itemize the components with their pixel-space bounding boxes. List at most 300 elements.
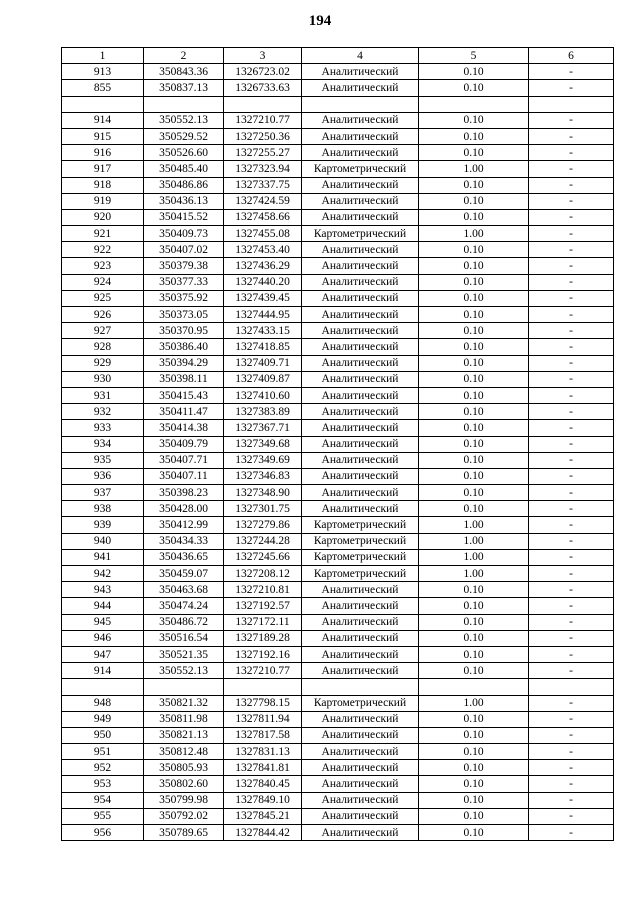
method-cell: Аналитический xyxy=(302,744,419,760)
page-number: 194 xyxy=(308,13,332,29)
y-coordinate-cell: 1327367.71 xyxy=(224,420,302,436)
x-coordinate-cell: 350412.99 xyxy=(144,517,224,533)
table-row xyxy=(62,436,614,452)
accuracy-cell: 0.10 xyxy=(419,711,529,727)
point-number-cell: 948 xyxy=(62,695,144,711)
x-coordinate-cell: 350379.38 xyxy=(144,258,224,274)
table-row xyxy=(62,290,614,306)
y-coordinate-cell: 1327192.16 xyxy=(224,646,302,662)
table-row xyxy=(62,825,614,841)
note-cell: - xyxy=(529,598,614,614)
table-row xyxy=(62,808,614,824)
method-cell: Аналитический xyxy=(302,242,419,258)
y-coordinate-cell: 1327433.15 xyxy=(224,323,302,339)
method-cell: Аналитический xyxy=(302,646,419,662)
y-coordinate-cell: 1327210.77 xyxy=(224,663,302,679)
y-coordinate-cell: 1327383.89 xyxy=(224,404,302,420)
note-cell: - xyxy=(529,177,614,193)
accuracy-cell: 0.10 xyxy=(419,420,529,436)
method-cell: Картометрический xyxy=(302,533,419,549)
point-number-cell: 949 xyxy=(62,711,144,727)
accuracy-cell: 0.10 xyxy=(419,209,529,225)
note-cell: - xyxy=(529,274,614,290)
method-cell: Аналитический xyxy=(302,209,419,225)
x-coordinate-cell: 350407.11 xyxy=(144,468,224,484)
accuracy-cell: 0.10 xyxy=(419,646,529,662)
x-coordinate-cell: 350802.60 xyxy=(144,776,224,792)
y-coordinate-cell: 1327349.69 xyxy=(224,452,302,468)
y-coordinate-cell: 1327210.81 xyxy=(224,582,302,598)
note-cell: - xyxy=(529,695,614,711)
point-number-cell: 921 xyxy=(62,226,144,242)
point-number-cell: 919 xyxy=(62,193,144,209)
accuracy-cell: 1.00 xyxy=(419,533,529,549)
table-header-row xyxy=(62,48,614,64)
accuracy-cell: 0.10 xyxy=(419,663,529,679)
note-cell: - xyxy=(529,825,614,841)
method-cell: Аналитический xyxy=(302,80,419,96)
y-coordinate-cell: 1327841.81 xyxy=(224,760,302,776)
accuracy-cell: 0.10 xyxy=(419,112,529,128)
point-number-cell: 954 xyxy=(62,792,144,808)
y-coordinate-cell: 1327245.66 xyxy=(224,549,302,565)
y-coordinate-cell: 1327439.45 xyxy=(224,290,302,306)
table-row xyxy=(62,452,614,468)
note-cell: - xyxy=(529,614,614,630)
y-coordinate-cell: 1327255.27 xyxy=(224,145,302,161)
x-coordinate-cell: 350436.65 xyxy=(144,549,224,565)
accuracy-cell: 0.10 xyxy=(419,242,529,258)
x-coordinate-cell: 350386.40 xyxy=(144,339,224,355)
accuracy-cell: 0.10 xyxy=(419,727,529,743)
x-coordinate-cell: 350486.86 xyxy=(144,177,224,193)
note-cell: - xyxy=(529,663,614,679)
note-cell: - xyxy=(529,145,614,161)
y-coordinate-cell: 1327811.94 xyxy=(224,711,302,727)
y-coordinate-cell: 1327440.20 xyxy=(224,274,302,290)
method-cell: Аналитический xyxy=(302,323,419,339)
point-number-cell: 927 xyxy=(62,323,144,339)
note-cell: - xyxy=(529,128,614,144)
method-cell: Аналитический xyxy=(302,420,419,436)
y-coordinate-cell: 1327840.45 xyxy=(224,776,302,792)
method-cell: Аналитический xyxy=(302,792,419,808)
point-number-cell: 935 xyxy=(62,452,144,468)
method-cell: Аналитический xyxy=(302,614,419,630)
table-row xyxy=(62,258,614,274)
point-number-cell: 942 xyxy=(62,566,144,582)
accuracy-cell: 1.00 xyxy=(419,517,529,533)
note-cell: - xyxy=(529,161,614,177)
header-col-3: 3 xyxy=(224,48,302,64)
method-cell: Аналитический xyxy=(302,177,419,193)
point-number-cell: 915 xyxy=(62,128,144,144)
x-coordinate-cell: 350415.52 xyxy=(144,209,224,225)
table-row xyxy=(62,630,614,646)
table-row xyxy=(62,64,614,80)
accuracy-cell: 0.10 xyxy=(419,760,529,776)
y-coordinate-cell: 1327418.85 xyxy=(224,339,302,355)
point-number-cell: 955 xyxy=(62,808,144,824)
method-cell: Аналитический xyxy=(302,727,419,743)
table-row xyxy=(62,776,614,792)
empty-cell xyxy=(144,96,224,112)
y-coordinate-cell: 1327817.58 xyxy=(224,727,302,743)
point-number-cell: 951 xyxy=(62,744,144,760)
x-coordinate-cell: 350486.72 xyxy=(144,614,224,630)
note-cell: - xyxy=(529,808,614,824)
method-cell: Аналитический xyxy=(302,112,419,128)
x-coordinate-cell: 350552.13 xyxy=(144,112,224,128)
note-cell: - xyxy=(529,711,614,727)
point-number-cell: 925 xyxy=(62,290,144,306)
point-number-cell: 914 xyxy=(62,112,144,128)
header-col-4: 4 xyxy=(302,48,419,64)
accuracy-cell: 0.10 xyxy=(419,193,529,209)
x-coordinate-cell: 350394.29 xyxy=(144,355,224,371)
accuracy-cell: 0.10 xyxy=(419,744,529,760)
point-number-cell: 922 xyxy=(62,242,144,258)
point-number-cell: 923 xyxy=(62,258,144,274)
accuracy-cell: 1.00 xyxy=(419,566,529,582)
point-number-cell: 953 xyxy=(62,776,144,792)
point-number-cell: 939 xyxy=(62,517,144,533)
point-number-cell: 943 xyxy=(62,582,144,598)
method-cell: Аналитический xyxy=(302,128,419,144)
table-row xyxy=(62,792,614,808)
accuracy-cell: 0.10 xyxy=(419,808,529,824)
x-coordinate-cell: 350811.98 xyxy=(144,711,224,727)
x-coordinate-cell: 350821.13 xyxy=(144,727,224,743)
note-cell: - xyxy=(529,64,614,80)
point-number-cell: 941 xyxy=(62,549,144,565)
x-coordinate-cell: 350485.40 xyxy=(144,161,224,177)
note-cell: - xyxy=(529,760,614,776)
accuracy-cell: 0.10 xyxy=(419,485,529,501)
accuracy-cell: 0.10 xyxy=(419,177,529,193)
accuracy-cell: 0.10 xyxy=(419,630,529,646)
y-coordinate-cell: 1327348.90 xyxy=(224,485,302,501)
note-cell: - xyxy=(529,566,614,582)
table-row xyxy=(62,226,614,242)
table-row xyxy=(62,549,614,565)
method-cell: Аналитический xyxy=(302,711,419,727)
y-coordinate-cell: 1327453.40 xyxy=(224,242,302,258)
x-coordinate-cell: 350529.52 xyxy=(144,128,224,144)
note-cell: - xyxy=(529,209,614,225)
accuracy-cell: 0.10 xyxy=(419,598,529,614)
note-cell: - xyxy=(529,307,614,323)
empty-cell xyxy=(419,96,529,112)
note-cell: - xyxy=(529,80,614,96)
table-row xyxy=(62,695,614,711)
method-cell: Аналитический xyxy=(302,468,419,484)
method-cell: Аналитический xyxy=(302,145,419,161)
accuracy-cell: 0.10 xyxy=(419,64,529,80)
x-coordinate-cell: 350552.13 xyxy=(144,663,224,679)
empty-cell xyxy=(302,679,419,695)
method-cell: Картометрический xyxy=(302,161,419,177)
note-cell: - xyxy=(529,727,614,743)
empty-cell xyxy=(144,679,224,695)
table-row xyxy=(62,663,614,679)
note-cell: - xyxy=(529,533,614,549)
y-coordinate-cell: 1327192.57 xyxy=(224,598,302,614)
method-cell: Картометрический xyxy=(302,695,419,711)
table-row xyxy=(62,614,614,630)
x-coordinate-cell: 350436.13 xyxy=(144,193,224,209)
table-row xyxy=(62,760,614,776)
x-coordinate-cell: 350398.23 xyxy=(144,485,224,501)
point-number-cell: 929 xyxy=(62,355,144,371)
table-row xyxy=(62,307,614,323)
x-coordinate-cell: 350398.11 xyxy=(144,371,224,387)
x-coordinate-cell: 350407.02 xyxy=(144,242,224,258)
accuracy-cell: 0.10 xyxy=(419,128,529,144)
method-cell: Картометрический xyxy=(302,226,419,242)
empty-cell xyxy=(224,96,302,112)
note-cell: - xyxy=(529,371,614,387)
accuracy-cell: 0.10 xyxy=(419,436,529,452)
note-cell: - xyxy=(529,112,614,128)
x-coordinate-cell: 350459.07 xyxy=(144,566,224,582)
point-number-cell: 950 xyxy=(62,727,144,743)
x-coordinate-cell: 350415.43 xyxy=(144,387,224,403)
y-coordinate-cell: 1327189.28 xyxy=(224,630,302,646)
point-number-cell: 944 xyxy=(62,598,144,614)
empty-cell xyxy=(529,679,614,695)
accuracy-cell: 0.10 xyxy=(419,825,529,841)
y-coordinate-cell: 1327424.59 xyxy=(224,193,302,209)
accuracy-cell: 0.10 xyxy=(419,339,529,355)
table-row xyxy=(62,646,614,662)
accuracy-cell: 0.10 xyxy=(419,274,529,290)
coordinates-table xyxy=(61,47,614,841)
note-cell: - xyxy=(529,404,614,420)
note-cell: - xyxy=(529,387,614,403)
y-coordinate-cell: 1327323.94 xyxy=(224,161,302,177)
accuracy-cell: 0.10 xyxy=(419,614,529,630)
method-cell: Аналитический xyxy=(302,598,419,614)
x-coordinate-cell: 350843.36 xyxy=(144,64,224,80)
accuracy-cell: 0.10 xyxy=(419,452,529,468)
note-cell: - xyxy=(529,501,614,517)
note-cell: - xyxy=(529,323,614,339)
y-coordinate-cell: 1327444.95 xyxy=(224,307,302,323)
table-row xyxy=(62,387,614,403)
method-cell: Аналитический xyxy=(302,663,419,679)
method-cell: Аналитический xyxy=(302,274,419,290)
table-row xyxy=(62,128,614,144)
table-row xyxy=(62,404,614,420)
x-coordinate-cell: 350521.35 xyxy=(144,646,224,662)
table-row xyxy=(62,242,614,258)
table-row xyxy=(62,582,614,598)
point-number-cell: 936 xyxy=(62,468,144,484)
table-row xyxy=(62,501,614,517)
accuracy-cell: 0.10 xyxy=(419,290,529,306)
empty-cell xyxy=(224,679,302,695)
note-cell: - xyxy=(529,468,614,484)
note-cell: - xyxy=(529,792,614,808)
point-number-cell: 916 xyxy=(62,145,144,161)
point-number-cell: 937 xyxy=(62,485,144,501)
empty-cell xyxy=(62,96,144,112)
method-cell: Аналитический xyxy=(302,825,419,841)
method-cell: Аналитический xyxy=(302,290,419,306)
accuracy-cell: 1.00 xyxy=(419,549,529,565)
table-row xyxy=(62,177,614,193)
method-cell: Аналитический xyxy=(302,387,419,403)
x-coordinate-cell: 350414.38 xyxy=(144,420,224,436)
table-row xyxy=(62,598,614,614)
point-number-cell: 952 xyxy=(62,760,144,776)
y-coordinate-cell: 1327244.28 xyxy=(224,533,302,549)
accuracy-cell: 1.00 xyxy=(419,226,529,242)
x-coordinate-cell: 350789.65 xyxy=(144,825,224,841)
method-cell: Аналитический xyxy=(302,339,419,355)
y-coordinate-cell: 1327349.68 xyxy=(224,436,302,452)
point-number-cell: 914 xyxy=(62,663,144,679)
x-coordinate-cell: 350799.98 xyxy=(144,792,224,808)
note-cell: - xyxy=(529,517,614,533)
table-row xyxy=(62,145,614,161)
point-number-cell: 930 xyxy=(62,371,144,387)
empty-cell xyxy=(302,96,419,112)
x-coordinate-cell: 350409.73 xyxy=(144,226,224,242)
contour-separator-row xyxy=(62,96,614,112)
accuracy-cell: 1.00 xyxy=(419,695,529,711)
table-body xyxy=(62,64,614,841)
x-coordinate-cell: 350812.48 xyxy=(144,744,224,760)
table-row xyxy=(62,566,614,582)
point-number-cell: 913 xyxy=(62,64,144,80)
point-number-cell: 934 xyxy=(62,436,144,452)
table-row xyxy=(62,371,614,387)
y-coordinate-cell: 1326733.63 xyxy=(224,80,302,96)
method-cell: Аналитический xyxy=(302,776,419,792)
accuracy-cell: 0.10 xyxy=(419,145,529,161)
empty-cell xyxy=(62,679,144,695)
note-cell: - xyxy=(529,242,614,258)
note-cell: - xyxy=(529,193,614,209)
accuracy-cell: 0.10 xyxy=(419,80,529,96)
point-number-cell: 945 xyxy=(62,614,144,630)
point-number-cell: 940 xyxy=(62,533,144,549)
note-cell: - xyxy=(529,258,614,274)
accuracy-cell: 0.10 xyxy=(419,792,529,808)
y-coordinate-cell: 1327250.36 xyxy=(224,128,302,144)
y-coordinate-cell: 1327409.71 xyxy=(224,355,302,371)
x-coordinate-cell: 350428.00 xyxy=(144,501,224,517)
method-cell: Аналитический xyxy=(302,760,419,776)
x-coordinate-cell: 350474.24 xyxy=(144,598,224,614)
note-cell: - xyxy=(529,776,614,792)
y-coordinate-cell: 1327346.83 xyxy=(224,468,302,484)
point-number-cell: 918 xyxy=(62,177,144,193)
y-coordinate-cell: 1327831.13 xyxy=(224,744,302,760)
y-coordinate-cell: 1327409.87 xyxy=(224,371,302,387)
point-number-cell: 956 xyxy=(62,825,144,841)
point-number-cell: 920 xyxy=(62,209,144,225)
accuracy-cell: 0.10 xyxy=(419,468,529,484)
y-coordinate-cell: 1327798.15 xyxy=(224,695,302,711)
x-coordinate-cell: 350526.60 xyxy=(144,145,224,161)
x-coordinate-cell: 350821.32 xyxy=(144,695,224,711)
x-coordinate-cell: 350411.47 xyxy=(144,404,224,420)
method-cell: Аналитический xyxy=(302,371,419,387)
accuracy-cell: 0.10 xyxy=(419,404,529,420)
y-coordinate-cell: 1327337.75 xyxy=(224,177,302,193)
y-coordinate-cell: 1327844.42 xyxy=(224,825,302,841)
empty-cell xyxy=(419,679,529,695)
method-cell: Аналитический xyxy=(302,64,419,80)
note-cell: - xyxy=(529,290,614,306)
table-row xyxy=(62,80,614,96)
note-cell: - xyxy=(529,452,614,468)
table-row xyxy=(62,112,614,128)
note-cell: - xyxy=(529,582,614,598)
point-number-cell: 928 xyxy=(62,339,144,355)
accuracy-cell: 0.10 xyxy=(419,501,529,517)
x-coordinate-cell: 350463.68 xyxy=(144,582,224,598)
contour-separator-row xyxy=(62,679,614,695)
x-coordinate-cell: 350375.92 xyxy=(144,290,224,306)
y-coordinate-cell: 1327458.66 xyxy=(224,209,302,225)
y-coordinate-cell: 1327845.21 xyxy=(224,808,302,824)
note-cell: - xyxy=(529,226,614,242)
table-row xyxy=(62,420,614,436)
note-cell: - xyxy=(529,355,614,371)
method-cell: Аналитический xyxy=(302,355,419,371)
table-row xyxy=(62,323,614,339)
method-cell: Аналитический xyxy=(302,258,419,274)
method-cell: Аналитический xyxy=(302,452,419,468)
note-cell: - xyxy=(529,630,614,646)
method-cell: Аналитический xyxy=(302,436,419,452)
y-coordinate-cell: 1327210.77 xyxy=(224,112,302,128)
y-coordinate-cell: 1327279.86 xyxy=(224,517,302,533)
x-coordinate-cell: 350370.95 xyxy=(144,323,224,339)
table-row xyxy=(62,355,614,371)
point-number-cell: 938 xyxy=(62,501,144,517)
table-row xyxy=(62,209,614,225)
y-coordinate-cell: 1327455.08 xyxy=(224,226,302,242)
header-col-1: 1 xyxy=(62,48,144,64)
header-col-2: 2 xyxy=(144,48,224,64)
x-coordinate-cell: 350837.13 xyxy=(144,80,224,96)
note-cell: - xyxy=(529,744,614,760)
method-cell: Аналитический xyxy=(302,404,419,420)
y-coordinate-cell: 1327301.75 xyxy=(224,501,302,517)
x-coordinate-cell: 350805.93 xyxy=(144,760,224,776)
method-cell: Картометрический xyxy=(302,517,419,533)
table-row xyxy=(62,161,614,177)
x-coordinate-cell: 350409.79 xyxy=(144,436,224,452)
table-row xyxy=(62,468,614,484)
x-coordinate-cell: 350516.54 xyxy=(144,630,224,646)
point-number-cell: 917 xyxy=(62,161,144,177)
header-col-6: 6 xyxy=(529,48,614,64)
method-cell: Картометрический xyxy=(302,549,419,565)
table-row xyxy=(62,533,614,549)
note-cell: - xyxy=(529,485,614,501)
accuracy-cell: 0.10 xyxy=(419,323,529,339)
y-coordinate-cell: 1327436.29 xyxy=(224,258,302,274)
table-row xyxy=(62,485,614,501)
method-cell: Аналитический xyxy=(302,193,419,209)
table-row xyxy=(62,339,614,355)
